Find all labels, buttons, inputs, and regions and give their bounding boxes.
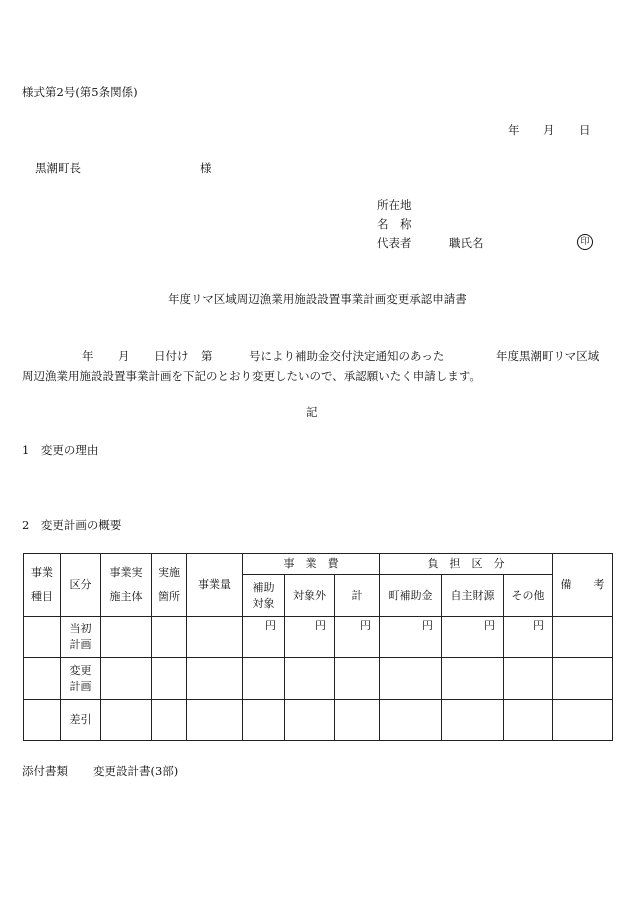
addressee-honorific: 様 bbox=[200, 161, 212, 175]
row-kubun-initial: 当初 計画 bbox=[61, 617, 101, 658]
attachment-value: 変更設計書(3部) bbox=[93, 764, 179, 778]
yen-unit: 円 bbox=[380, 617, 442, 658]
header-own-funds: 自主財源 bbox=[442, 575, 504, 617]
yen-unit: 円 bbox=[335, 617, 380, 658]
ki-heading: 記 bbox=[306, 405, 318, 419]
plan-summary-table bbox=[23, 553, 613, 741]
representative-label: 代表者 bbox=[377, 236, 412, 250]
yen-unit: 円 bbox=[285, 617, 335, 658]
header-remarks: 備 考 bbox=[553, 554, 613, 617]
table-header-row bbox=[24, 554, 613, 575]
header-business-category: 事業 種目 bbox=[24, 554, 61, 617]
representative-title-label: 職氏名 bbox=[449, 236, 484, 250]
date-year: 年 bbox=[508, 123, 520, 137]
seal-mark: 印 bbox=[577, 234, 593, 250]
body-fiscal-year-text: 年度黒潮町リマ区域 bbox=[496, 349, 600, 363]
table-row bbox=[24, 700, 613, 741]
row-kubun-difference: 差引 bbox=[61, 700, 101, 741]
address-label: 所在地 bbox=[377, 198, 412, 212]
yen-unit: 円 bbox=[243, 617, 285, 658]
attachment-label: 添付書類 bbox=[22, 764, 68, 778]
addressee-name: 黒潮町長 bbox=[35, 161, 81, 175]
date-month: 月 bbox=[543, 123, 555, 137]
body-month: 月 bbox=[118, 349, 130, 363]
body-year: 年 bbox=[82, 349, 94, 363]
name-label: 名 称 bbox=[377, 217, 412, 231]
header-kubun: 区分 bbox=[61, 554, 101, 617]
section-2-heading: 2 変更計画の概要 bbox=[22, 518, 122, 532]
document-title: 年度リマ区域周辺漁業用施設設置事業計画変更承認申請書 bbox=[168, 292, 467, 306]
header-total: 計 bbox=[335, 575, 380, 617]
header-subsidy-target: 補助 対象 bbox=[243, 575, 285, 617]
header-town-subsidy: 町補助金 bbox=[380, 575, 442, 617]
table-row bbox=[24, 658, 613, 700]
form-number: 様式第2号(第5条関係) bbox=[22, 85, 138, 99]
body-line-2: 周辺漁業用施設設置事業計画を下記のとおり変更したいので、承認願いたく申請します。 bbox=[22, 369, 481, 383]
header-quantity: 事業量 bbox=[187, 554, 243, 617]
header-location: 実施 箇所 bbox=[152, 554, 187, 617]
body-notice-text: 号により補助金交付決定通知のあった bbox=[249, 349, 445, 363]
header-burden-division: 負 担 区 分 bbox=[380, 554, 553, 575]
section-1-heading: 1 変更の理由 bbox=[22, 443, 99, 457]
date-day: 日 bbox=[579, 123, 591, 137]
header-project-cost: 事 業 費 bbox=[243, 554, 380, 575]
header-implementing-entity: 事業実 施主体 bbox=[101, 554, 152, 617]
header-other: その他 bbox=[504, 575, 553, 617]
body-date-suffix: 日付け bbox=[154, 349, 189, 363]
body-number-prefix: 第 bbox=[201, 349, 213, 363]
table-row bbox=[24, 617, 613, 658]
row-kubun-changed: 変更 計画 bbox=[61, 658, 101, 700]
yen-unit: 円 bbox=[442, 617, 504, 658]
yen-unit: 円 bbox=[504, 617, 553, 658]
header-non-target: 対象外 bbox=[285, 575, 335, 617]
